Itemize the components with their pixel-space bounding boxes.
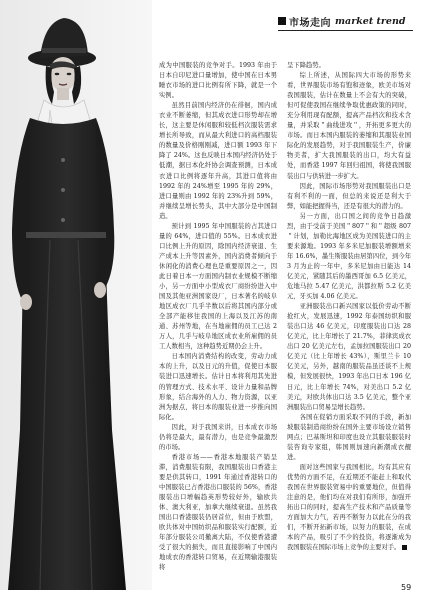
paragraph: 香港市场——香港本地服装产销呈滞，消费服装有限，我国服装出口香港主要是供其转口，1991 年通过香港转口的中国服装已占香港出口服装的 56%，香港服装出口增幅趋英形势较好外，输欧共体、澳大利亚，加拿大继续衰退。虽然我国出口香港服装仍居首位，但由于欧盟，欧共体对中国纺织品和服装实行配额，近年部分服装公司撤离大陆，不仅使香港遭受了很大的损失，而且直接影响了中国内地成衣的香港转口贸易，在近期输港服装将 bbox=[159, 453, 277, 572]
woman-photo bbox=[0, 0, 152, 590]
paragraph: 虽然目前国内经济仍在徘徊，国内成衣业不断萎缩，但其成衣进口形势却在增长，这主要是休闲服和较低档次服装需求增长所导致，而从最大利进口的高档服装的数量及价格刚刚减，进口额 1993 年下降了 24%。这也反映日本国内经济仍处于低潮，据日本化纤协会调查预测，日本成衣进口比例将逐年升高，其进口值将由 1992 年的 24%增至 1995 年的 29%，进口量则由 1992 年的 23%升到 59%，并继续呈增长势头，其中大部分是中国制造。 bbox=[159, 102, 277, 220]
section-header bbox=[278, 12, 413, 31]
right-text-column bbox=[287, 61, 411, 553]
paragraph-last bbox=[287, 463, 411, 553]
paragraph: 综上所述，从国际四大市场的形势来看，世界服装市场有饱和迹象，欧美市场对我国服装，估计在数量上不会有大的突破，但可促使我国在继续争取优惠政策的同时，充分利用现有配额，提高产品档次和技术含量，并采取＂曲线进攻＂，开拓更多更大的市场。而日本国内服装的萎缩和其服装业国际化的发展趋势，对于我国服装生产，价廉物美者，扩大我国服装的出口，均大有益处，而香港 1997 年回归祖国，将使我国服装出口与供转进一步扩大。 bbox=[287, 72, 411, 180]
paragraph: 亚洲服装出口新兴国家以低价劳动不断抢红火，发展迅速，1992 年泰国纺织和服装出口达 46 亿美元，印度服装出口达 28 亿美元，比上年增长了 21.7%，菲律宾成衣出口 20 亿美元左右，孟加拉国服装出口 20 亿美元（比上年增长 43%），斯里兰卡 10 亿美元，另外，越南的服装品虽还谈不上规模，但发展很快，1993 年出口日本 196 亿日元，比上年增长 74%，对美出口 5.2 亿美元，对欧共体出口达 3.5 亿美元，整个亚洲服装出口贸易呈增长趋势。 bbox=[287, 303, 411, 411]
page-number: 59 bbox=[401, 583, 412, 592]
end-mark-icon bbox=[402, 545, 407, 550]
paragraph-last-text: 面对这些国家与我国相比，均有其应有优势的方面不足，在近期还不能赶上和取代我国在世界服装贸易中的重要地位，但值得注意的是，他们均在对我们有所形，加强开拓出口的同时，提高生产技术和产品质量等方面加大力气，若再不断努力以此在分的我们，不断开拓新市场，以努力的服装，在成本的产品，吸引了不少的投资，将逐渐成为我国服装在国际市场上竞争的主要对手。 bbox=[287, 463, 411, 552]
middle-text-column bbox=[159, 61, 277, 573]
section-title-zh: 市场走向 bbox=[289, 17, 331, 29]
paragraph: 呈下降趋势。 bbox=[287, 62, 325, 69]
paragraph: 另一方面，出口国之间的竞争日趋激烈，由于受前于美国＂807＂和＂超级 807＂计划，加勒比海地区成为美国装进口的主要来源地。1993 年多米尼加服装增额增来年 16.6%，墨生斯服装由居第四位，到今年 3 月为止的一年中，多米尼加由日能达 14 亿美元，紧随其后的墨西哥加 6.5 亿美元，危地马拉 5.47 亿美元，洪都拉斯 5.2 亿美元，牙买加 4.06 亿美元。 bbox=[287, 212, 411, 301]
paragraph: 因此，对于我国来讲，日本成衣市场仍将是最大，最有潜力，也是竞争最激烈的市场。 bbox=[159, 423, 277, 451]
paragraph: 日本国内消费结构的改变，劳动力成本的上升，以及日元的升值，促使日本服装进口迅速增长。估计日本将利用其先进的管理方式、技术水平、设计力量和品牌形象，结合海外的人力、物力资源，以亚洲为据点，将日本的服装业进一步推向国际化。 bbox=[159, 353, 277, 421]
section-title-en: market trend bbox=[335, 15, 406, 27]
paragraph: 成为中国服装的竞争对手。1993 年由于日本自印尼进口量增加，使中国在日本男睡衣市场的进口比例有所下降，就是一个实例。 bbox=[159, 62, 277, 100]
paragraph: 各国在促销方面采取不同的手段，新加坡服装制造商纷纷在国外主要市场设立销售网点；巴基斯坦和印度也设立其服装服装时装咨询专家组，韩国则加速向新潮成衣靓进。 bbox=[287, 413, 411, 461]
paragraph: 预计到 1995 年中国服装的占其进口量的 64%，进口值的 55%。日本成衣进口比例上升的原因，除国内经济衰退、生产成本上升等因素外，国内消费者倾向于休闲化的消费心理也是重要原因之一，因此日着日本一方面国内制衣业规模不断缩小，另一方面中小型成衣厂商纷纷进入中国及其他亚洲国家设厂，日本著名的岐阜地区成衣厂几乎半数以后将其国内部分或全部产能移往我国的上海以及江苏的南通、苏州等地，在当地雇佣的员工已达 2 万人，几乎与岐阜地区成衣业所雇佣的员工人数相当，这种趋势近期仍会上升。 bbox=[159, 222, 277, 351]
black-square-icon bbox=[278, 17, 286, 25]
paragraph: 因此，国际市场形势对我国服装出口是有利不利的一面，但总的来说还是利大于弊，如能把握得当，还是有很大的潜力的。 bbox=[287, 182, 411, 210]
